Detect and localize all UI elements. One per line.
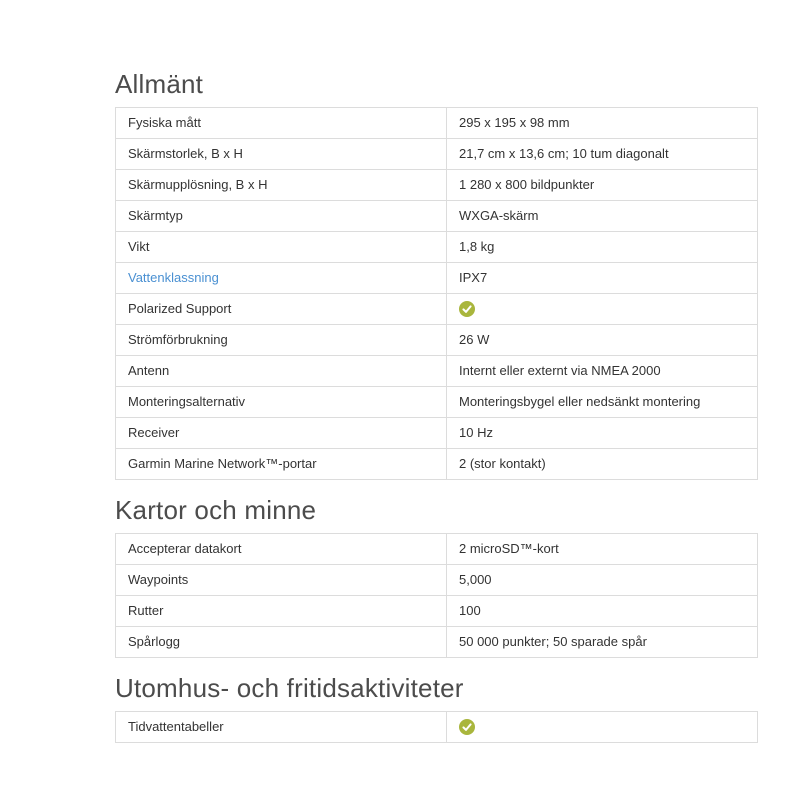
- spec-value-cell: [447, 170, 758, 201]
- spec-value-cell: [447, 139, 758, 170]
- spec-value-cell: [447, 712, 758, 743]
- spec-row: [116, 232, 758, 263]
- spec-value-cell: [447, 201, 758, 232]
- spec-label-link[interactable]: Vattenklassning: [128, 270, 219, 285]
- spec-label-cell: [116, 356, 447, 387]
- spec-value: 21,7 cm x 13,6 cm; 10 tum diagonalt: [459, 146, 669, 161]
- spec-value-cell: [447, 418, 758, 449]
- spec-section: [115, 495, 758, 658]
- spec-value-cell: [447, 596, 758, 627]
- spec-row: [116, 356, 758, 387]
- spec-label-cell: [116, 263, 447, 294]
- spec-row: [116, 418, 758, 449]
- spec-label: Tidvattentabeller: [128, 719, 224, 734]
- spec-value-cell: [447, 627, 758, 658]
- spec-label-cell: [116, 325, 447, 356]
- spec-value-cell: [447, 263, 758, 294]
- spec-table: [115, 711, 758, 743]
- spec-label-cell: [116, 294, 447, 325]
- spec-label-cell: [116, 418, 447, 449]
- spec-value: 100: [459, 603, 481, 618]
- section-title: Allmänt: [115, 69, 204, 99]
- spec-section: [115, 673, 758, 743]
- spec-row: [116, 108, 758, 139]
- spec-row: [116, 294, 758, 325]
- spec-label-cell: [116, 108, 447, 139]
- spec-label: Skärmstorlek, B x H: [128, 146, 243, 161]
- spec-row: [116, 712, 758, 743]
- spec-value: IPX7: [459, 270, 488, 285]
- spec-row: [116, 325, 758, 356]
- spec-table: [115, 107, 758, 480]
- spec-value-cell: [447, 449, 758, 480]
- spec-label-cell: [116, 201, 447, 232]
- spec-label: Accepterar datakort: [128, 541, 242, 556]
- spec-value: 26 W: [459, 332, 490, 347]
- spec-row: [116, 170, 758, 201]
- spec-value: Monteringsbygel eller nedsänkt montering: [459, 394, 701, 409]
- spec-value: WXGA-skärm: [459, 208, 539, 223]
- spec-label: Rutter: [128, 603, 164, 618]
- spec-sections-container: [115, 69, 758, 743]
- spec-value-cell: [447, 232, 758, 263]
- spec-value: 295 x 195 x 98 mm: [459, 115, 570, 130]
- spec-label-cell: [116, 170, 447, 201]
- spec-value: 1,8 kg: [459, 239, 495, 254]
- spec-row: [116, 201, 758, 232]
- spec-value-cell: [447, 534, 758, 565]
- spec-label: Garmin Marine Network™-portar: [128, 456, 317, 471]
- spec-value-cell: [447, 325, 758, 356]
- check-icon: [459, 719, 745, 735]
- spec-label-cell: [116, 596, 447, 627]
- spec-label-cell: [116, 627, 447, 658]
- spec-value-cell: [447, 294, 758, 325]
- spec-value-cell: [447, 356, 758, 387]
- spec-value-cell: [447, 108, 758, 139]
- spec-value: 2 (stor kontakt): [459, 456, 546, 471]
- spec-label-cell: [116, 565, 447, 596]
- spec-label: Waypoints: [128, 572, 189, 587]
- check-icon: [459, 301, 745, 317]
- spec-row: [116, 139, 758, 170]
- spec-value: 1 280 x 800 bildpunkter: [459, 177, 595, 192]
- spec-row: [116, 627, 758, 658]
- spec-value: Internt eller externt via NMEA 2000: [459, 363, 661, 378]
- spec-label-cell: [116, 534, 447, 565]
- spec-value: 10 Hz: [459, 425, 493, 440]
- spec-label: Skärmtyp: [128, 208, 183, 223]
- spec-label-cell: [116, 449, 447, 480]
- spec-label: Antenn: [128, 363, 170, 378]
- spec-label: Skärmupplösning, B x H: [128, 177, 268, 192]
- spec-section: [115, 69, 758, 480]
- spec-value: 50 000 punkter; 50 sparade spår: [459, 634, 647, 649]
- spec-label-cell: [116, 232, 447, 263]
- spec-row: [116, 263, 758, 294]
- spec-label-cell: [116, 712, 447, 743]
- spec-table: [115, 533, 758, 658]
- spec-row: [116, 565, 758, 596]
- spec-row: [116, 387, 758, 418]
- spec-row: [116, 534, 758, 565]
- spec-row: [116, 449, 758, 480]
- spec-label: Spårlogg: [128, 634, 181, 649]
- spec-label: Receiver: [128, 425, 180, 440]
- spec-label-cell: [116, 387, 447, 418]
- spec-row: [116, 596, 758, 627]
- spec-value-cell: [447, 565, 758, 596]
- spec-label-cell: [116, 139, 447, 170]
- section-title: Utomhus- och fritidsaktiviteter: [115, 673, 464, 703]
- spec-value-cell: [447, 387, 758, 418]
- spec-label: Fysiska mått: [128, 115, 201, 130]
- spec-value: 5,000: [459, 572, 492, 587]
- spec-label: Polarized Support: [128, 301, 232, 316]
- spec-label: Monteringsalternativ: [128, 394, 246, 409]
- spec-label: Vikt: [128, 239, 150, 254]
- product-specs-page: [115, 0, 758, 743]
- spec-value: 2 microSD™-kort: [459, 541, 559, 556]
- spec-label: Strömförbrukning: [128, 332, 228, 347]
- section-title: Kartor och minne: [115, 495, 317, 525]
